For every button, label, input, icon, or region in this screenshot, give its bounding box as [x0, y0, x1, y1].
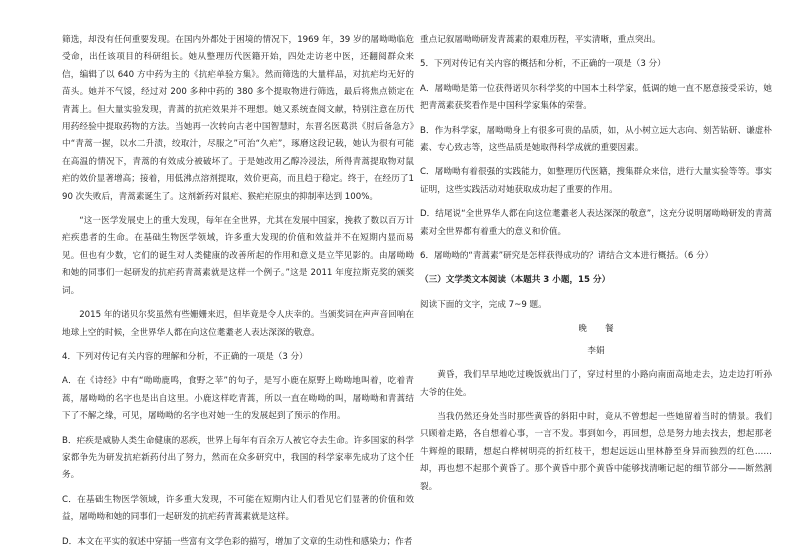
- paragraph-s1: 黄昏，我们早早地吃过晚饭就出门了，穿过村里的小路向南面高地走去，边走边打听孙大爷的住处。: [420, 370, 772, 398]
- paragraph-q4d: D．本文在平实的叙述中穿插一些富有文学色彩的描写，增加了文章的生动性和感染力；作者: [62, 536, 413, 547]
- paragraph-q4c: C．在基础生物医学领域，许多重大发现，不可能在短期内让人们看见它们显著的价值和效益，屠呦呦和她的同事们一起研发的抗疟药青蒿素就是这样。: [62, 494, 414, 523]
- paragraph-p1: 筛选，却没有任何重要发现。在国内外都处于困境的情况下，1969 年，39 岁的屠呦呦临危受命，出任该项目的科研组长。她从整理历代医籍开始，四处走访老中医，还翻阅群众来信，编辑了以 640 方中药为主的《抗疟单验方集》。然而筛选的大量样品，对抗疟均无好的苗头。她并不气馁，经过对 200 多种中药的 380 多个提取物进行筛选，最后将焦点锁定在青蒿上。但大量实验发现，青蒿的抗疟效果并不理想。她又系统查阅文献，特别注意在历代用药经验中提取药物的方法。当她再一次转向古老中国智慧时，东晋名医葛洪《肘后备急方》中“青蒿一握，以水二升渍，绞取汁，尽服之”可治“久疟”，琢磨这段记载，她认为很有可能在高温的情况下，青蒿的有效成分被破坏了。于是她改用乙醇冷浸法，所得青蒿提取物对鼠疟的效价显著增高；接着，用低沸点溶剂提取，效价更高，而且趋于稳定。终于，在经历了190 次失败后，青蒿素诞生了。这剂新药对鼠疟、猴疟疟原虫的抑制率达到 100%。: [62, 35, 414, 202]
- paragraph-q4: 4．下列对传记有关内容的理解和分析，不正确的一项是（3 分）: [62, 351, 308, 362]
- paragraph-q5d: D．结尾说“全世界华人都在向这位耄耋老人表达深深的敬意”，这充分说明屠呦呦研发的青蒿素对全世界都有着重大的意义和价值。: [420, 209, 772, 237]
- left-column: [62, 32, 414, 551]
- paragraph-q5b: B．作为科学家，屠呦呦身上有很多可贵的品质，如，从小树立远大志向、刻苦钻研、谦虚朴素、专心致志等，这些品质是她取得科学成就的重要因素。: [420, 125, 772, 154]
- paragraph-q5a: A．屠呦呦是第一位获得诺贝尔科学奖的中国本土科学家，低调的她一直不愿意接受采访，她把青蒿素获奖看作是中国科学家集体的荣誉。: [420, 83, 772, 112]
- paragraph-author: 李娟: [587, 345, 605, 356]
- paragraph-intro: 阅读下面的文字，完成 7~9 题。: [420, 299, 547, 310]
- paragraph-p3: 2015 年的诺贝尔奖虽然有些姗姗来迟，但毕竟是令人庆幸的。当颁奖词在声声音回响在地球上空的时候，全世界华人都在向这位耄耋老人表达深深的敬意。: [62, 310, 414, 338]
- paragraph-q4b: B．疟疾是威胁人类生命健康的恶疾，世界上每年有百余万人被它夺去生命。许多国家的科学家都争先为研发抗疟新药付出了努力，然而在众多研究中，我国的科学家率先成功了这个任务。: [62, 435, 414, 481]
- paragraph-q5c: C．屠呦呦有着很强的实践能力，如整理历代医籍，搜集群众来信，进行大量实验等等。事实证明，这些实践活动对她获取成功起了重要的作用。: [420, 167, 772, 195]
- right-column: [420, 32, 772, 496]
- paragraph-sec3: （三）文学类文本阅读（本题共 3 小题，15 分）: [420, 275, 611, 286]
- paragraph-q4a: A．在《诗经》中有“呦呦鹿鸣，食野之苹”的句子，是写小鹿在原野上呦呦地叫着，吃着青蒿，屠呦呦的名字也是出自这里。小鹿这样吃青蒿，所以一直在呦呦的叫，屠呦呦和青蒿结下了不解之缘，可见，屠呦呦的名字也对她一生的发展起到了预示的作用。: [62, 376, 414, 422]
- paragraph-s2: 当我仍然还身处当时那些黄昏的斜阳中时，竟从不曾想起一些她留着当时的情景。我们只顾着走路，各自想着心事，一言不发。事到如今，再回想，总是努力地去找去，想起那老牛辉煌的眼睛，想起白桦树明亮的折红枝干，想起远远山里林静至身异而独烈的红色……却，再也想不起那个黄昏了。那个黄昏中那个黄昏中能够找清晰记起的细节部分——断然割裂。: [420, 411, 772, 492]
- paragraph-r1: 重点记叙屠呦呦研发青蒿素的艰难历程，平实清晰，重点突出。: [420, 35, 661, 45]
- paragraph-p2: “这一医学发展史上的重大发现，每年在全世界，尤其在发展中国家，挽救了数以百万计疟疾患者的生命。在基础生物医学领域，许多重大发现的价值和效益并不在短期内显而易见。但也有少数，它们的诞生对人类健康的改善所起的作用和意义是立竿见影的。由屠呦呦和她的同事们一起研发的抗疟药青蒿素就是这样一个例子。”这是 2011 年度拉斯克奖的颁奖词。: [62, 216, 414, 296]
- paragraph-title: 晚餐: [578, 324, 632, 335]
- paragraph-q5: 5．下列对传记有关内容的概括和分析，不正确的一项是（3 分）: [420, 59, 666, 70]
- paragraph-q6: 6．屠呦呦的“青蒿素”研究是怎样获得成功的？请结合文本进行概括。（6 分）: [420, 251, 714, 262]
